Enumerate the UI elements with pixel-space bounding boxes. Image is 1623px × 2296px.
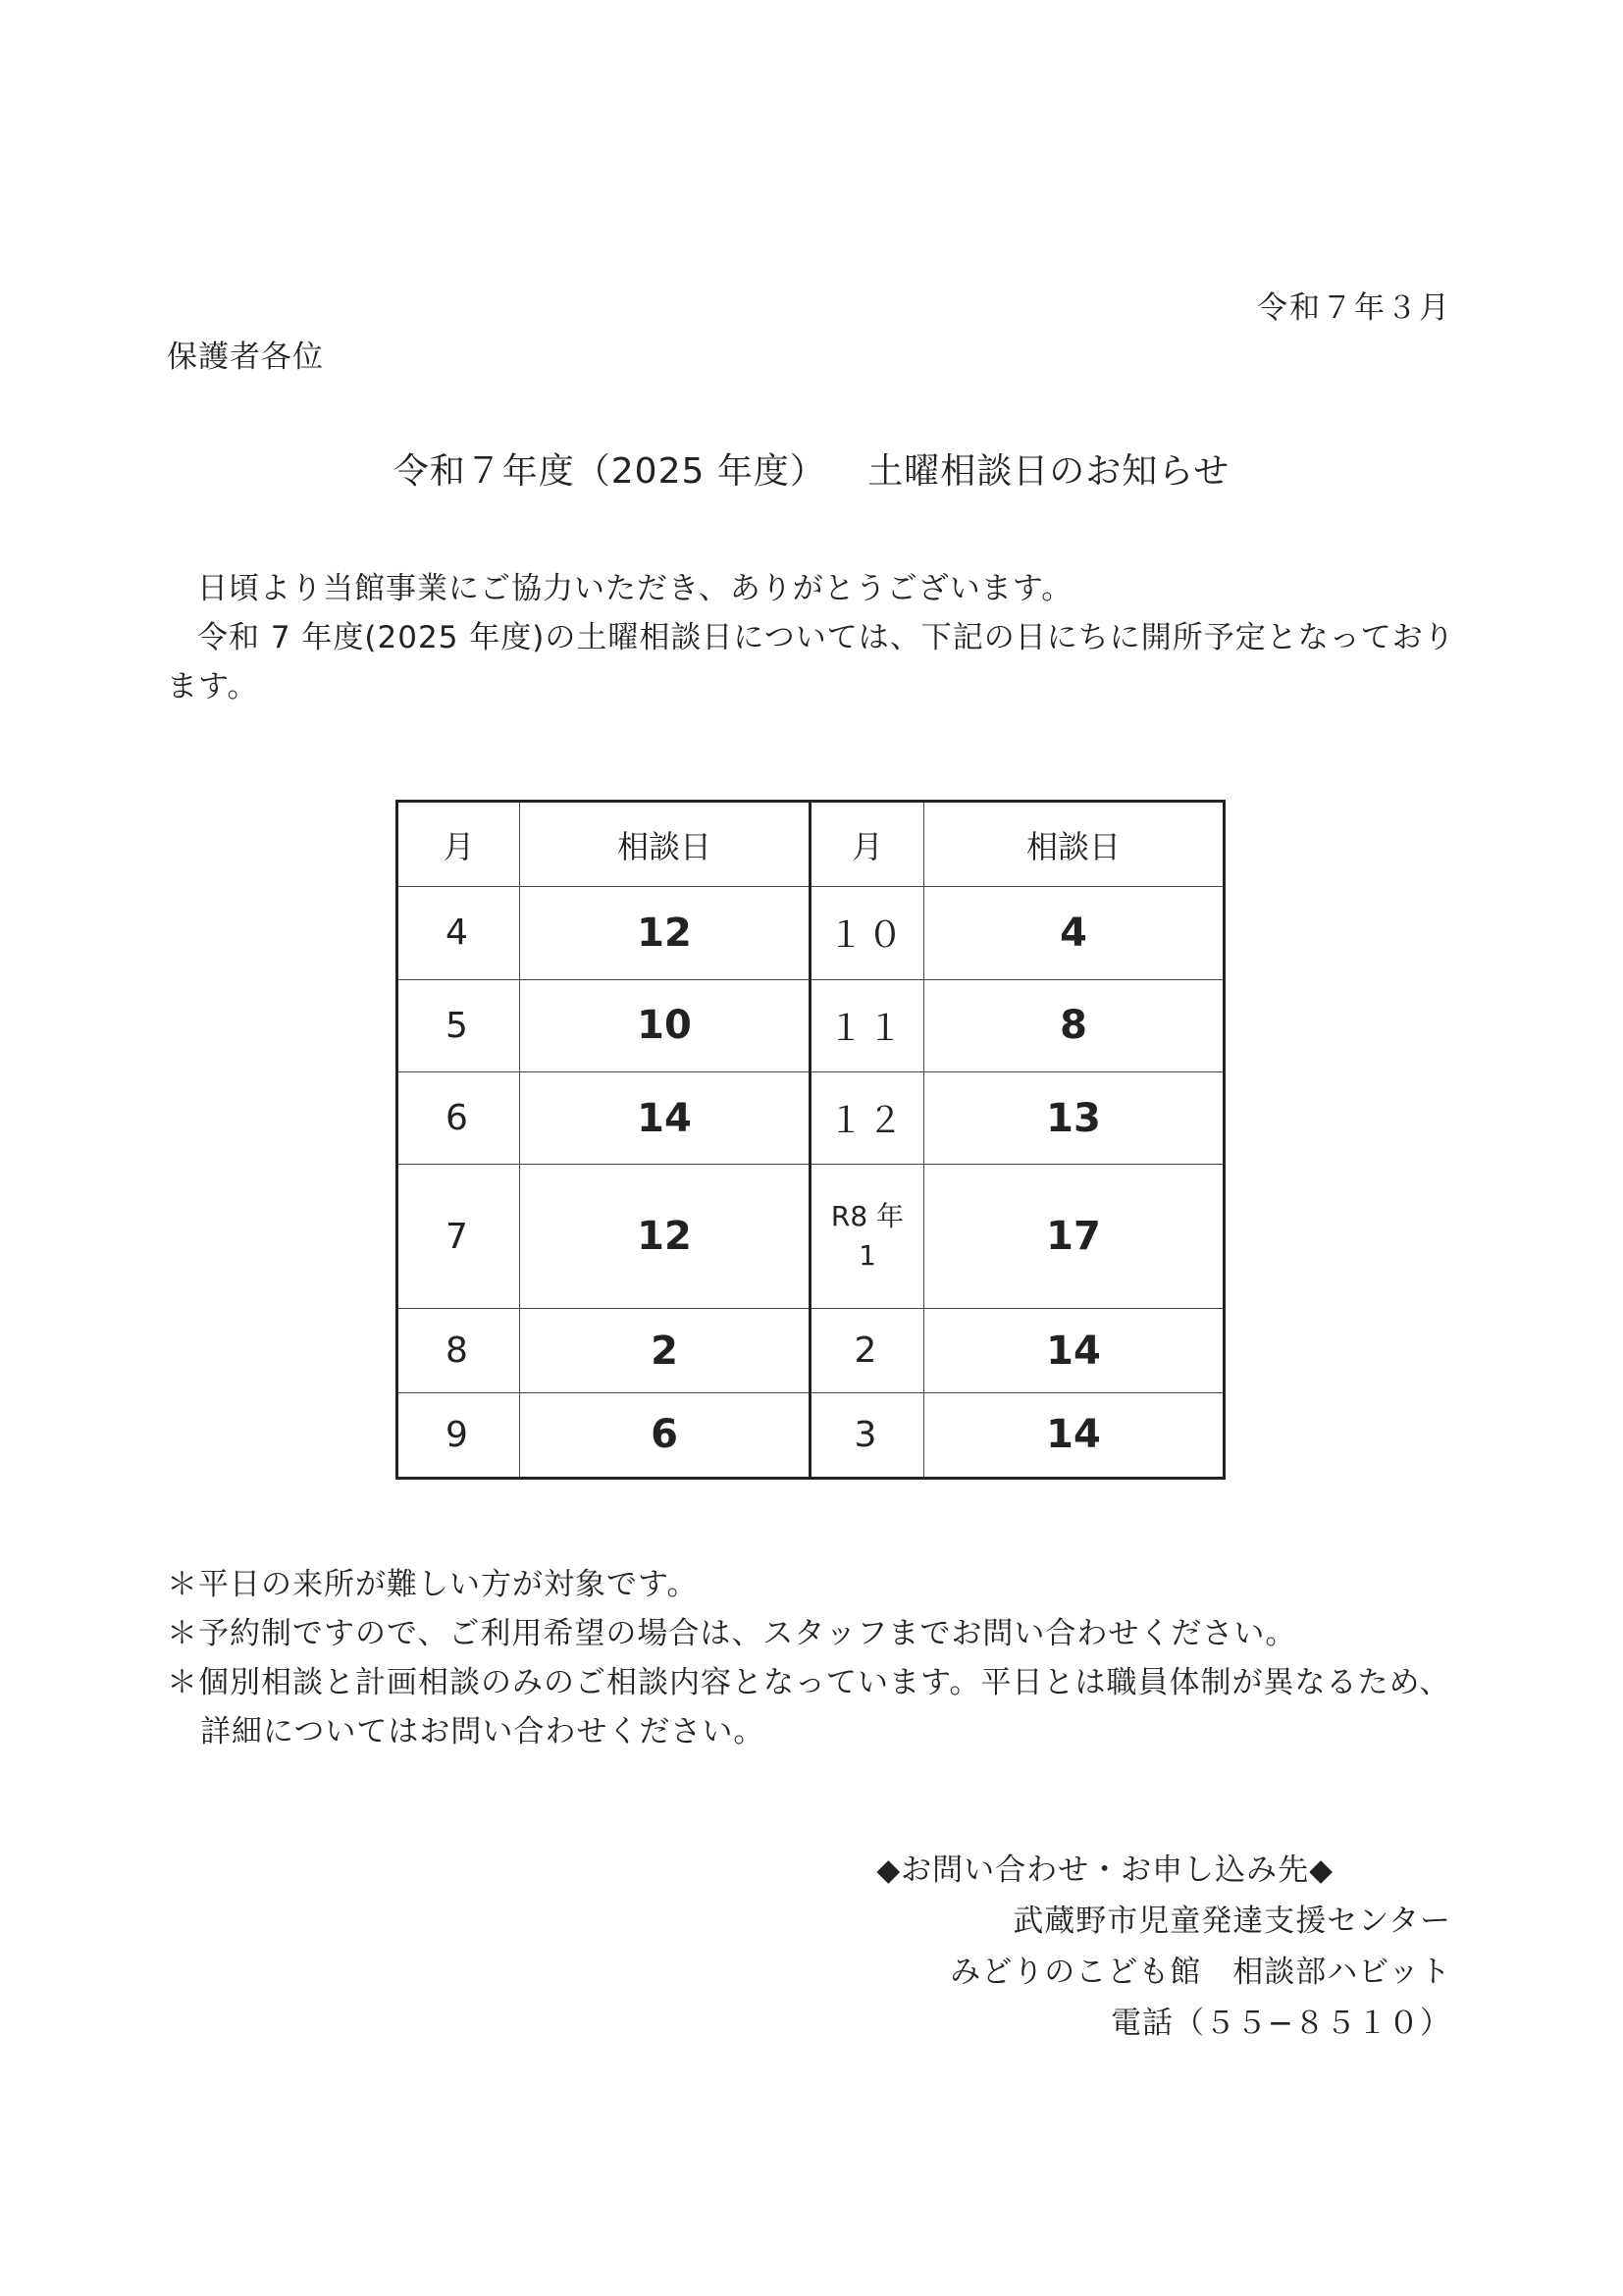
note-item: ＊平日の来所が難しい方が対象です。: [167, 1567, 699, 1602]
table-row: [397, 979, 1225, 1071]
day-cell: 12: [520, 887, 811, 979]
table-header-row: [397, 802, 1225, 887]
contact-heading: ◆お問い合わせ・お申し込み先◆: [876, 1852, 1334, 1888]
header-consult-day: 相談日: [520, 802, 811, 887]
title-year: 令和７年度（2025 年度）: [393, 451, 826, 492]
month-cell: １２: [811, 1071, 924, 1164]
contact-department: みどりのこども館 相談部ハビット: [950, 1955, 1451, 1990]
note-item: ＊予約制ですので、ご利用希望の場合は、スタッフまでお問い合わせください。: [167, 1616, 1297, 1651]
table-row: [397, 1392, 1225, 1478]
document-date: 令和７年３月: [1257, 290, 1451, 326]
month-year-label: R8 年: [830, 1200, 905, 1233]
month-cell: １１: [811, 979, 924, 1071]
day-cell: 14: [924, 1309, 1225, 1392]
note-item-continuation: 詳細についてはお問い合わせください。: [200, 1714, 765, 1749]
table-row: [397, 887, 1225, 979]
day-cell: 10: [520, 979, 811, 1071]
header-consult-day: 相談日: [924, 802, 1225, 887]
header-month: 月: [397, 802, 520, 887]
month-cell: 8: [397, 1309, 520, 1392]
header-month: 月: [811, 802, 924, 887]
contact-block: [876, 1845, 1451, 2049]
month-cell: 5: [397, 979, 520, 1071]
month-cell: 7: [397, 1165, 520, 1309]
table-row: [397, 1165, 1225, 1309]
day-cell: 4: [924, 887, 1225, 979]
day-cell: 14: [924, 1392, 1225, 1478]
month-cell: １０: [811, 887, 924, 979]
day-cell: 13: [924, 1071, 1225, 1164]
month-cell: 4: [397, 887, 520, 979]
note-item: ＊個別相談と計画相談のみのご相談内容となっています。平日とは職員体制が異なるため、: [167, 1665, 1451, 1700]
month-cell-next-year: [811, 1165, 924, 1309]
day-cell: 14: [520, 1071, 811, 1164]
recipient-line: 保護者各位: [167, 339, 324, 375]
contact-phone: 電話（５５−８５１０）: [1111, 2006, 1451, 2041]
day-cell: 8: [924, 979, 1225, 1071]
day-cell: 12: [520, 1165, 811, 1309]
day-cell: 17: [924, 1165, 1225, 1309]
table-row: [397, 1071, 1225, 1164]
month-cell: 6: [397, 1071, 520, 1164]
title-subject: 土曜相談日のお知らせ: [867, 451, 1230, 492]
day-cell: 2: [520, 1309, 811, 1392]
contact-organization: 武蔵野市児童発達支援センター: [1013, 1904, 1451, 1939]
month-cell: 3: [811, 1392, 924, 1478]
month-cell: 9: [397, 1392, 520, 1478]
schedule-intro-paragraph: 令和 7 年度(2025 年度)の土曜相談日については、下記の日にちに開所予定となっております。: [167, 620, 1455, 704]
saturday-consultation-schedule-table: [395, 800, 1226, 1480]
day-cell: 6: [520, 1392, 811, 1478]
table-row: [397, 1309, 1225, 1392]
notes-section: [167, 1560, 1450, 1756]
greeting-paragraph: 日頃より当館事業にご協力いただき、ありがとうございます。: [197, 571, 1073, 606]
month-cell: 2: [811, 1309, 924, 1392]
document-title: [0, 444, 1623, 494]
month-number: 1: [859, 1239, 876, 1273]
